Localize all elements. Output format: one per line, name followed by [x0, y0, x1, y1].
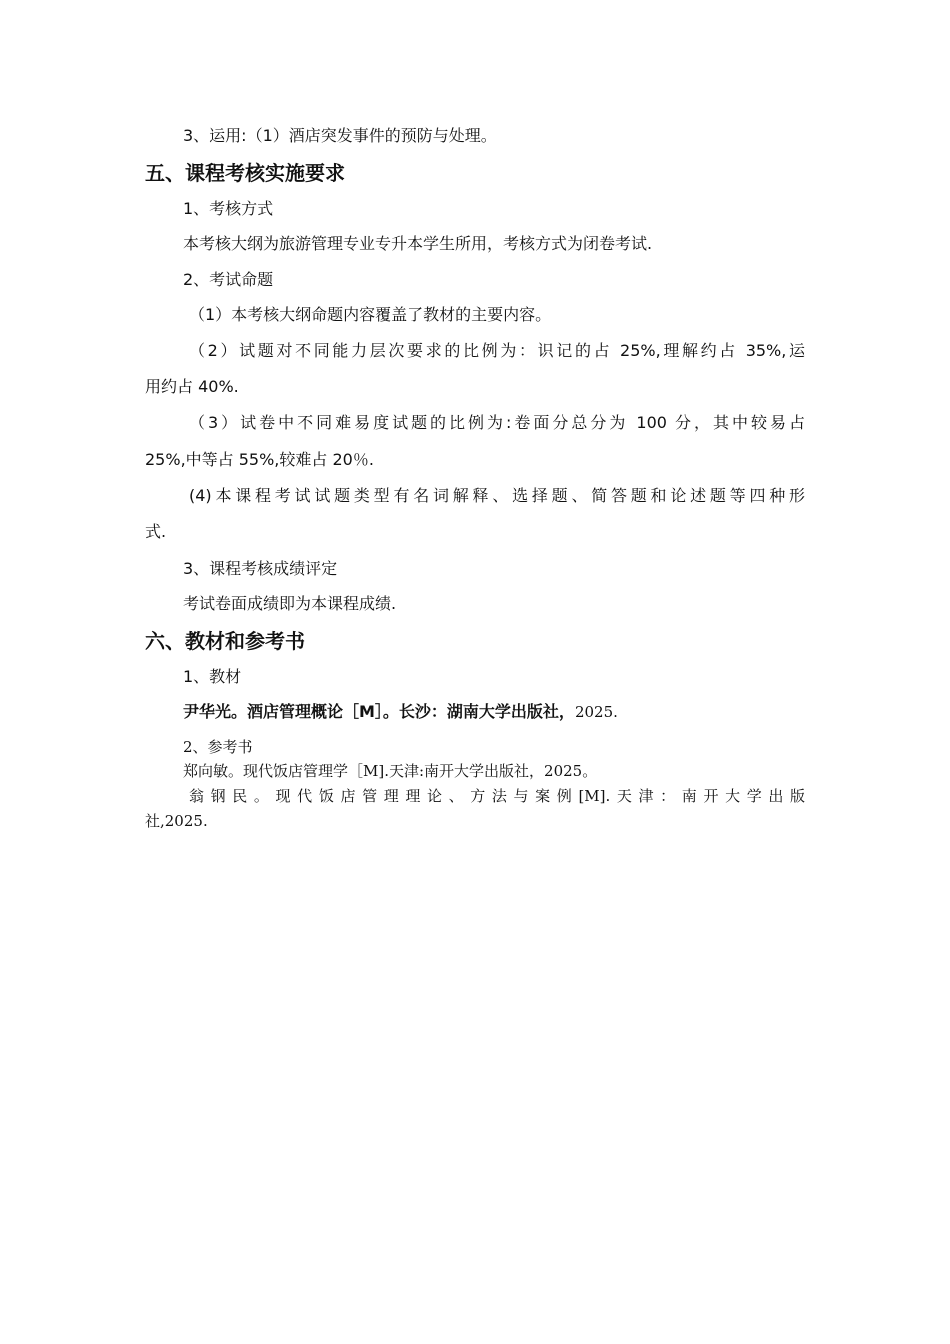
section-6-heading: 六、教材和参考书: [145, 629, 305, 653]
assessment-method-title: 1、考核方式: [183, 199, 274, 218]
exam-design-item-3-line-1: （3）试卷中不同难易度试题的比例为:卷面分总分为 100 分，其中较易占: [189, 413, 805, 432]
grading-text: 考试卷面成绩即为本课程成绩.: [183, 594, 397, 613]
reference-book-2-line-2: 社,2025.: [145, 812, 208, 830]
textbook-citation: [183, 702, 805, 722]
textbook-title: 1、教材: [183, 667, 242, 686]
textbook-citation-main: 尹华光。酒店管理概论［M］。长沙：湖南大学出版社，: [183, 702, 575, 721]
reference-book-2-line-1: 翁钢民。现代饭店管理理论、方法与案例[M].天津：南开大学出版: [189, 787, 805, 805]
exam-design-item-2-line-2: 用约占 40%.: [145, 377, 239, 396]
exam-design-item-3-line-2: 25%,中等占 55%,较难占 20％.: [145, 450, 374, 469]
assessment-method-text: 本考核大纲为旅游管理专业专升本学生所用，考核方式为闭卷考试.: [183, 234, 653, 253]
exam-design-title: 2、考试命题: [183, 270, 274, 289]
reference-book-1: 郑向敏。现代饭店管理学［M].天津:南开大学出版社，2025。: [183, 762, 598, 780]
exam-design-item-4-line-1: (4)本课程考试试题类型有名词解释、选择题、简答题和论述题等四种形: [189, 486, 805, 505]
reference-books-title: 2、参考书: [183, 738, 253, 756]
section-5-heading: 五、课程考核实施要求: [145, 161, 345, 185]
grading-title: 3、课程考核成绩评定: [183, 559, 338, 578]
exam-design-item-1: （1）本考核大纲命题内容覆盖了教材的主要内容。: [189, 305, 552, 324]
exam-design-item-4-line-2: 式.: [145, 522, 167, 541]
textbook-citation-year: 2025.: [574, 703, 618, 721]
exam-design-item-2-line-1: （2）试题对不同能力层次要求的比例为：识记的占 25%,理解约占 35%,运: [189, 341, 805, 360]
usage-item-3: 3、运用:（1）酒店突发事件的预防与处理。: [183, 126, 497, 145]
